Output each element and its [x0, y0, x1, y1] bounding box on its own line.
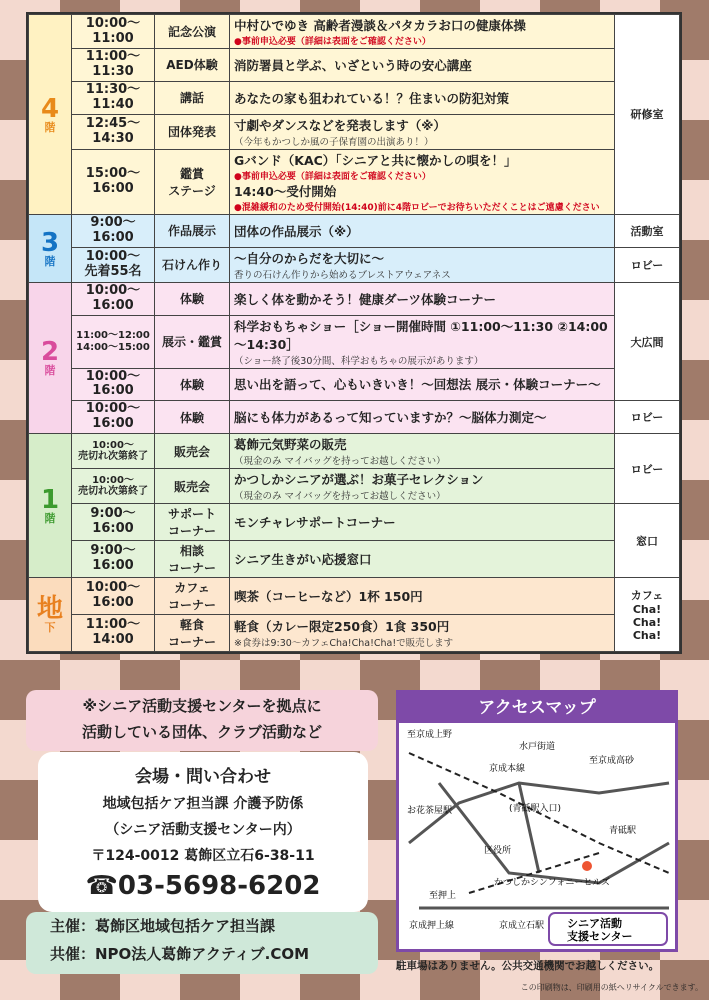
- event-note: （現金のみ マイバッグを持ってお越しください）: [234, 456, 446, 468]
- event-row: [29, 49, 680, 82]
- map-drawing: [399, 723, 675, 949]
- event-time: 10:00～ 先着55名: [72, 247, 155, 282]
- event-category: 体験: [155, 282, 230, 315]
- event-row: [29, 541, 680, 578]
- event-category: 販売会: [155, 434, 230, 469]
- event-category: カフェ コーナー: [155, 578, 230, 615]
- parking-note: 駐車場はありません。公共交通機関でお越しください。: [396, 960, 660, 972]
- floor-label: [29, 578, 72, 652]
- floor-number: 1: [40, 485, 60, 516]
- event-row: [29, 149, 680, 214]
- floor-number: 3: [40, 227, 60, 258]
- event-category: 体験: [155, 368, 230, 401]
- map-label: 京成立石駅: [499, 921, 545, 931]
- floor-unit: 階: [44, 512, 56, 526]
- event-category: 作品展示: [155, 214, 230, 247]
- map-label: 京成押上線: [409, 921, 455, 931]
- event-title: 中村ひでゆき 高齢者漫談＆パタカラお口の健康体操 ●事前申込必要（詳細は表面をご確認ください）: [230, 15, 615, 49]
- banner-line2: 活動している団体、クラブ活動など: [81, 723, 322, 741]
- event-row: [29, 401, 680, 434]
- groups-banner: [26, 690, 378, 751]
- event-category: 相談 コーナー: [155, 541, 230, 578]
- svg-text:シニア活動: シニア活動: [567, 917, 622, 930]
- event-extra: 14:40～受付開始: [234, 183, 337, 199]
- floor-unit: 階: [44, 254, 56, 268]
- event-time: 10:00～ 11:00: [72, 15, 155, 49]
- event-note: （ショー終了後30分間、科学おもちゃの展示があります）: [234, 355, 484, 367]
- event-title: Gバンド（KAC）「シニアと共に懐かしの唄を！」 ●事前申込必要（詳細は表面をご確認ください） 14:40～受付開始 ●混雑緩和のため受付開始(14:40)前に4階ロビーでお待ちいただくことはご遠慮ください: [230, 149, 615, 214]
- svg-text:支援センター: 支援センター: [567, 930, 633, 943]
- room: 活動室: [615, 214, 680, 247]
- event-row: [29, 615, 680, 652]
- event-red: ●事前申込必要（詳細は表面をご確認ください）: [234, 171, 431, 182]
- event-time: 10:00～ 16:00: [72, 282, 155, 315]
- room: 窓口: [615, 504, 680, 578]
- event-title: かつしかシニアが選ぶ！お菓子セレクション （現金のみ マイバッグを持ってお越しください）: [230, 469, 615, 504]
- event-red2: ●混雑緩和のため受付開始(14:40)前に4階ロビーでお待ちいただくことはご遠慮ください: [234, 202, 600, 213]
- floor-number: 2: [40, 337, 60, 368]
- event-row: [29, 114, 680, 149]
- event-title: 軽食（カレー限定250食）1食 350円 ※食券は9:30～カフェCha!Cha!Cha!で販売します: [230, 615, 615, 652]
- cosponsor: 共催：NPO法人葛飾アクティブ.COM: [50, 945, 310, 963]
- event-title: 葛飾元気野菜の販売 （現金のみ マイバッグを持ってお越しください）: [230, 434, 615, 469]
- event-title: 喫茶（コーヒーなど）1杯 150円: [230, 578, 615, 615]
- room: カフェ Cha! Cha! Cha!: [615, 578, 680, 652]
- contact-box: [38, 752, 368, 912]
- center-marker: [582, 861, 592, 871]
- event-time: 9:00～ 16:00: [72, 504, 155, 541]
- contact-heading: 会場・問い合わせ: [135, 767, 271, 787]
- event-row: [29, 504, 680, 541]
- event-note: ※食券は9:30～カフェCha!Cha!Cha!で販売します: [234, 638, 454, 650]
- event-category: 石けん作り: [155, 247, 230, 282]
- floor-unit: 階: [44, 120, 56, 134]
- event-row: [29, 15, 680, 49]
- event-time: 11:00～ 11:30: [72, 49, 155, 82]
- room: 大広間: [615, 282, 680, 401]
- floor-number: 4: [40, 93, 60, 124]
- event-row: [29, 578, 680, 615]
- event-note: 香りの石けん作りから始めるブレストアウェアネス: [234, 269, 451, 281]
- event-title: あなたの家も狙われている！？住まいの防犯対策: [230, 81, 615, 114]
- event-note: （今年もかつしか風の子保育園の出演あり！）: [234, 136, 434, 148]
- event-category: 体験: [155, 401, 230, 434]
- event-category: 団体発表: [155, 114, 230, 149]
- event-category: サポート コーナー: [155, 504, 230, 541]
- map-label: 区役所: [484, 846, 512, 856]
- map-label: 青砥駅: [609, 826, 637, 836]
- event-category: AED体験: [155, 49, 230, 82]
- event-row: [29, 81, 680, 114]
- event-title: 寸劇やダンスなどを発表します（※） （今年もかつしか風の子保育園の出演あり！）: [230, 114, 615, 149]
- floor-label: [29, 434, 72, 578]
- floor-number: 地: [36, 594, 63, 625]
- event-category: 販売会: [155, 469, 230, 504]
- event-category: 記念公演: [155, 15, 230, 49]
- floor-label: [29, 214, 72, 282]
- event-time: 9:00～ 16:00: [72, 214, 155, 247]
- room: 研修室: [615, 15, 680, 215]
- event-title: 思い出を語って、心もいきいき！～回想法 展示・体験コーナー～: [230, 368, 615, 401]
- floor-unit: 下: [44, 621, 56, 635]
- access-map: [396, 690, 678, 952]
- map-label: 至京成高砂: [589, 756, 635, 766]
- floor-label: [29, 282, 72, 434]
- event-row: [29, 282, 680, 315]
- event-time: 11:30～ 11:40: [72, 81, 155, 114]
- event-title: ～自分のからだを大切に～ 香りの石けん作りから始めるブレストアウェアネス: [230, 247, 615, 282]
- map-label: (青砥駅入口): [509, 804, 562, 814]
- map-label: 京成本線: [489, 764, 526, 774]
- event-time: 10:00～ 16:00: [72, 578, 155, 615]
- room: ロビー: [615, 401, 680, 434]
- event-row: [29, 469, 680, 504]
- event-time: 12:45～ 14:30: [72, 114, 155, 149]
- event-title: モンチャレサポートコーナー: [230, 504, 615, 541]
- contact-dept: 地域包括ケア担当課 介護予防係: [102, 796, 304, 812]
- event-category: 講話: [155, 81, 230, 114]
- contact-tel[interactable]: ☎03-5698-6202: [85, 871, 321, 901]
- event-category: 展示・鑑賞: [155, 315, 230, 368]
- event-row: [29, 315, 680, 368]
- map-label: 至京成上野: [407, 730, 453, 740]
- floor-label: [29, 15, 72, 215]
- contact-center: （シニア活動支援センター内）: [105, 822, 301, 838]
- event-time: 9:00～ 16:00: [72, 541, 155, 578]
- event-title: 消防署員と学ぶ、いざという時の安心講座: [230, 49, 615, 82]
- event-row: [29, 368, 680, 401]
- recycle-note: この印刷物は、印刷用の紙へリサイクルできます。: [520, 983, 703, 992]
- event-row: [29, 247, 680, 282]
- event-row: [29, 214, 680, 247]
- map-title: アクセスマップ: [399, 693, 675, 723]
- event-title: シニア生きがい応援窓口: [230, 541, 615, 578]
- map-label: お花茶屋駅: [407, 806, 453, 816]
- event-note: （現金のみ マイバッグを持ってお越しください）: [234, 491, 446, 503]
- organizer: 主催：葛飾区地域包括ケア担当課: [50, 917, 276, 935]
- event-time: 10:00～ 16:00: [72, 368, 155, 401]
- contact-address: 〒124-0012 葛飾区立石6-38-11: [91, 848, 315, 864]
- event-title: 脳にも体力があるって知っていますか？～脳体力測定～: [230, 401, 615, 434]
- host-box: [26, 912, 378, 974]
- event-category: 鑑賞 ステージ: [155, 149, 230, 214]
- room: ロビー: [615, 247, 680, 282]
- schedule-table: [26, 12, 682, 654]
- map-label: かつしかシンフォニーヒルズ: [494, 878, 611, 888]
- event-red: ●事前申込必要（詳細は表面をご確認ください）: [234, 37, 431, 47]
- room: ロビー: [615, 434, 680, 504]
- event-time: 10:00～ 売切れ次第終了: [72, 434, 155, 469]
- center-callout: [549, 913, 667, 945]
- floor-unit: 階: [44, 364, 56, 378]
- event-time: 10:00～ 16:00: [72, 401, 155, 434]
- banner-line1: ※シニア活動支援センターを拠点に: [82, 697, 322, 715]
- event-title: 楽しく体を動かそう！健康ダーツ体験コーナー: [230, 282, 615, 315]
- event-title: 科学おもちゃショー［ショー開催時間 ①11:00～11:30 ②14:00～14:30］ （ショー終了後30分間、科学おもちゃの展示があります）: [230, 315, 615, 368]
- event-title: 団体の作品展示（※）: [230, 214, 615, 247]
- event-row: [29, 434, 680, 469]
- event-time: 11:00～12:00 14:00～15:00: [72, 315, 155, 368]
- map-label: 至押上: [429, 891, 457, 901]
- event-time: 15:00～ 16:00: [72, 149, 155, 214]
- map-label: 水戸街道: [519, 742, 556, 752]
- event-category: 軽食 コーナー: [155, 615, 230, 652]
- event-time: 11:00～ 14:00: [72, 615, 155, 652]
- event-time: 10:00～ 売切れ次第終了: [72, 469, 155, 504]
